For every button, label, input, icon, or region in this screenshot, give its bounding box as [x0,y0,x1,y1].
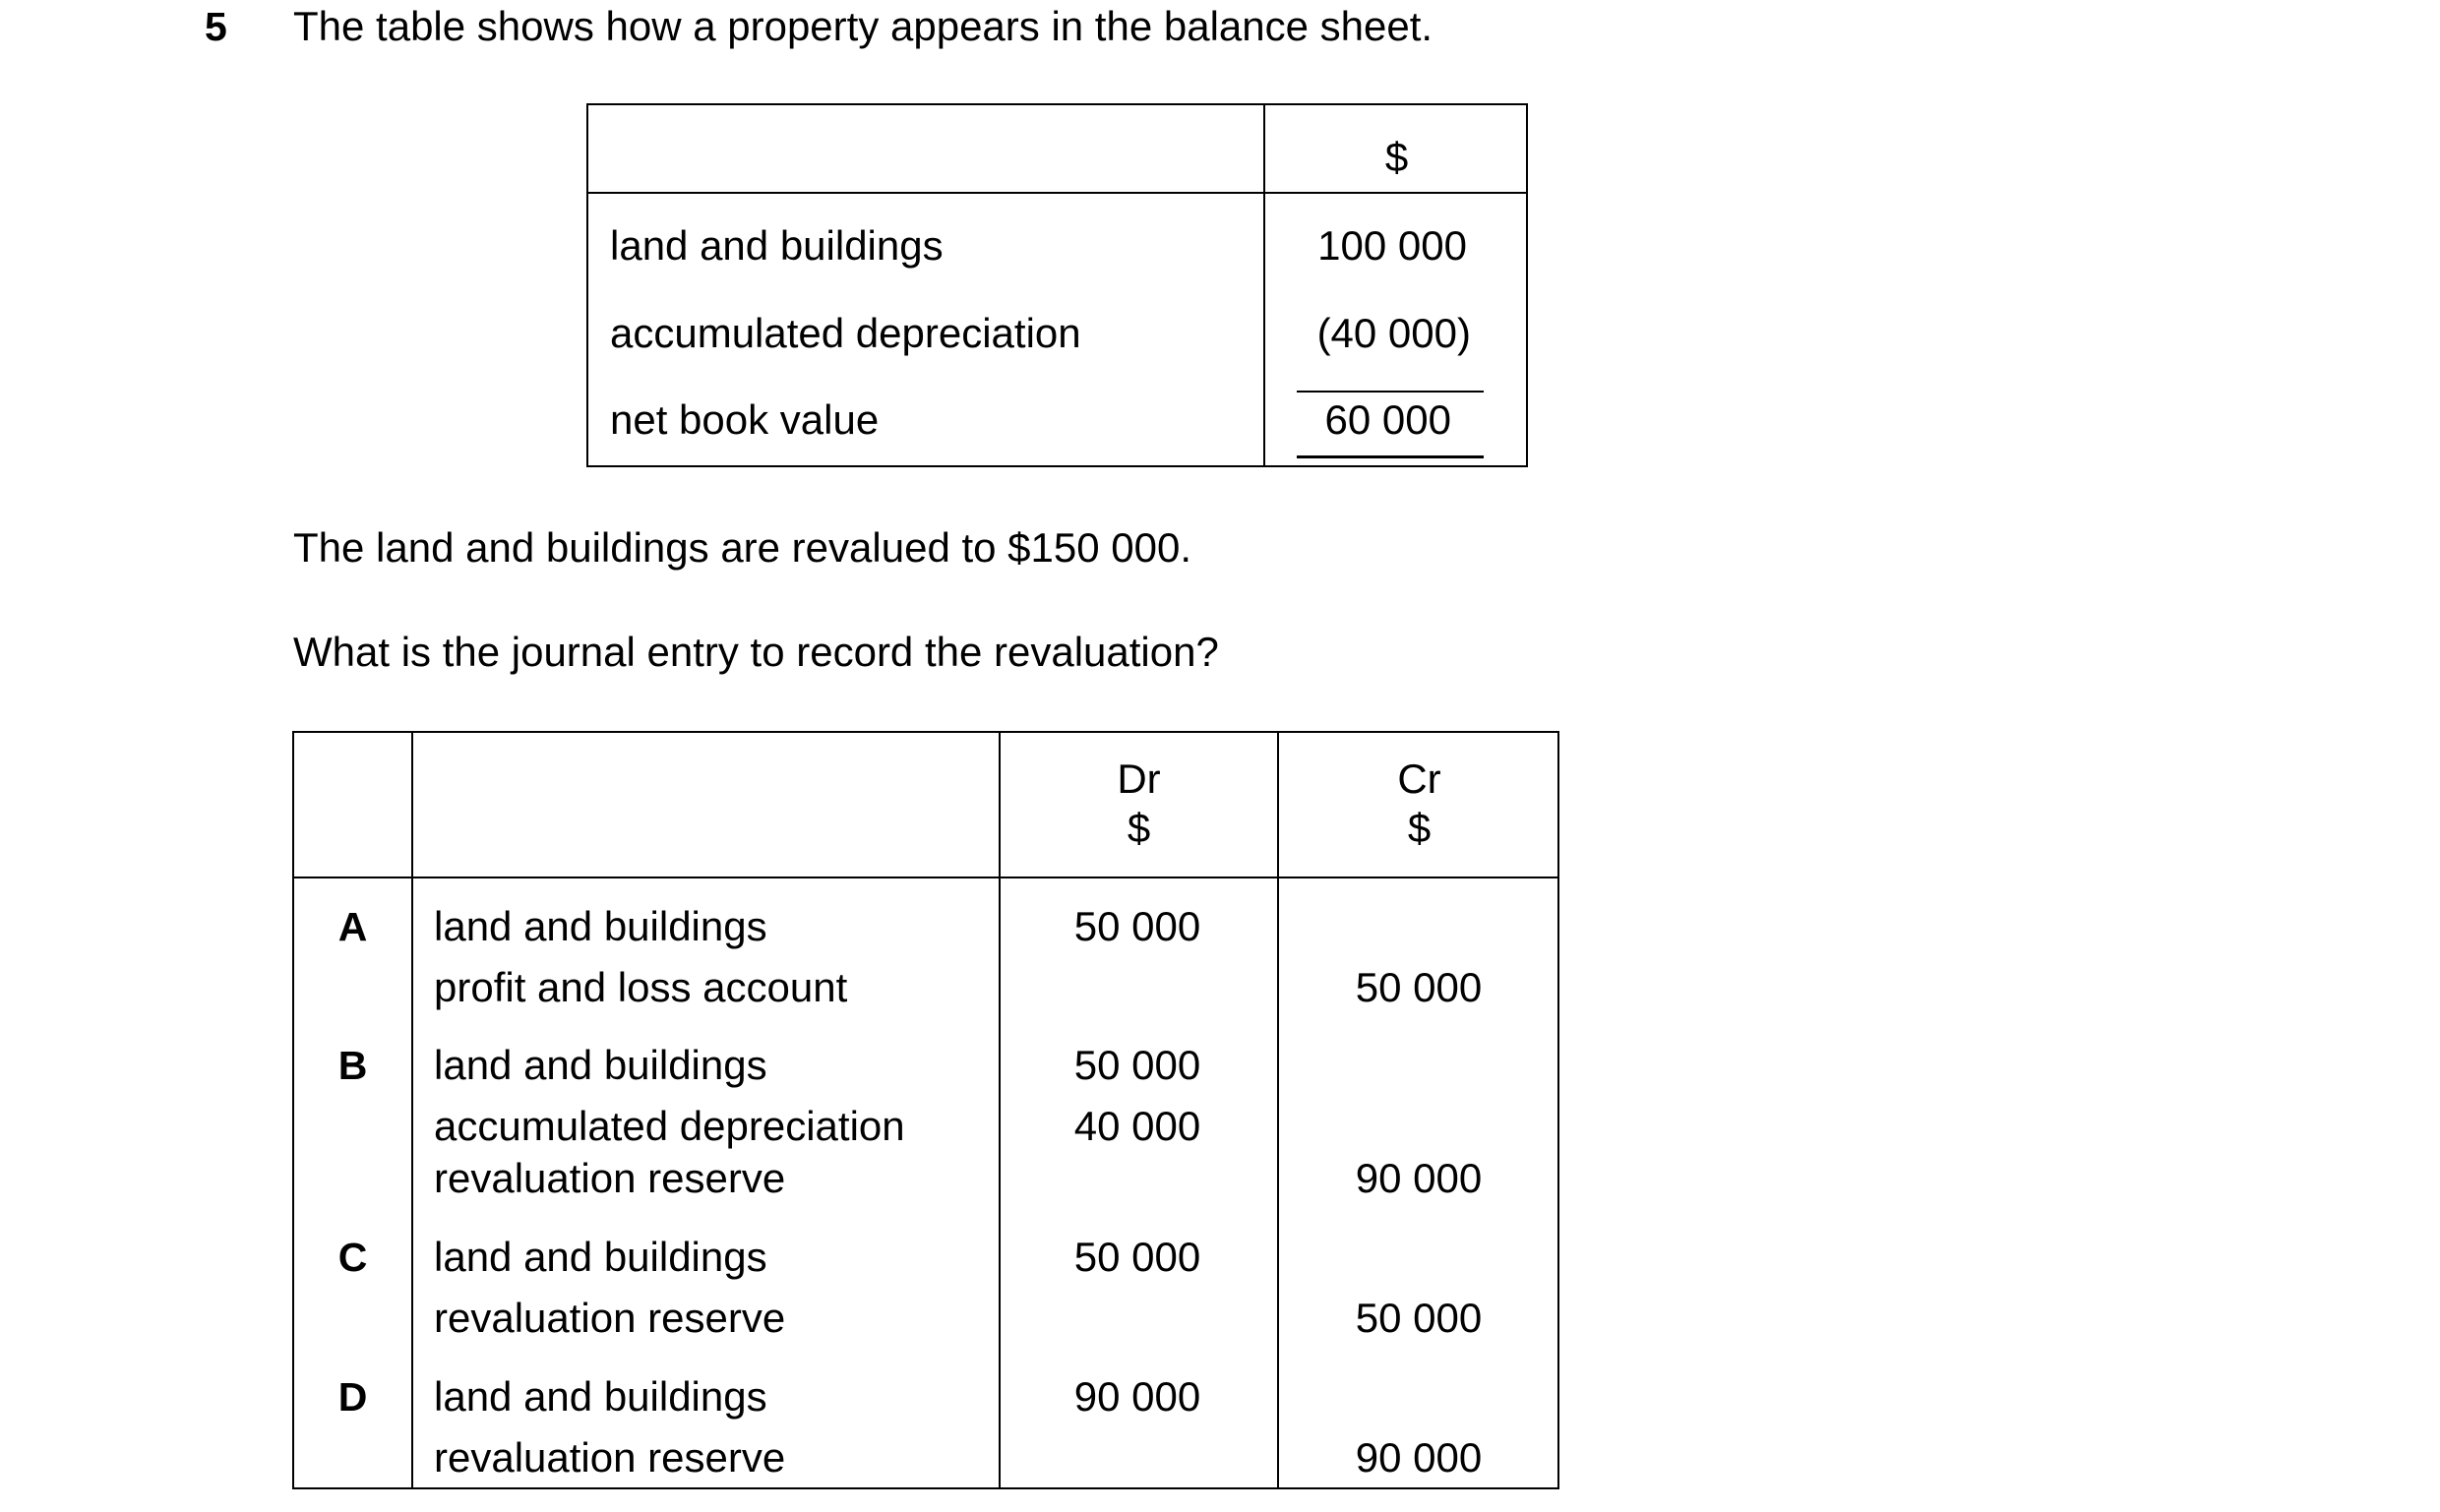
credit-header-label: Cr [1397,756,1441,802]
credit-amount: 50 000 [1355,1295,1483,1341]
option-letter-c[interactable]: C [337,1235,368,1280]
account-name: land and buildings [434,903,767,949]
currency-header: $ [1384,134,1409,180]
account-name: revaluation reserve [434,1155,786,1201]
option-letter-b[interactable]: B [337,1043,368,1088]
account-name: revaluation reserve [434,1434,786,1481]
debit-amount: 40 000 [1073,1103,1201,1149]
option-letter-a[interactable]: A [337,904,368,949]
revaluation-statement: The land and buildings are revalued to $150 000. [293,524,1192,571]
debit-amount: 50 000 [1073,903,1201,949]
account-name: revaluation reserve [434,1295,786,1341]
balance-sheet-table [586,103,1528,467]
row-label-net-book-value: net book value [610,396,880,443]
row-value-net-book-value: 60 000 [1324,396,1451,443]
table-divider [588,192,1526,194]
question-prompt: What is the journal entry to record the revaluation? [293,629,1219,675]
account-name: accumulated depreciation [434,1103,905,1149]
credit-column-header [1279,755,1559,853]
question-intro: The table shows how a property appears in the balance sheet. [293,3,1434,49]
credit-amount: 50 000 [1355,964,1483,1010]
account-name: land and buildings [434,1234,767,1280]
credit-amount: 90 000 [1355,1434,1483,1481]
account-name: land and buildings [434,1373,767,1420]
table-divider [411,733,413,1487]
option-letter-d[interactable]: D [337,1374,368,1420]
question-number: 5 [205,4,227,49]
debit-amount: 50 000 [1073,1234,1201,1280]
credit-header-currency: $ [1407,805,1432,851]
debit-amount: 50 000 [1073,1042,1201,1088]
account-name: profit and loss account [434,964,848,1010]
subtotal-rule [1297,391,1484,393]
row-label-land-and-buildings: land and buildings [610,222,944,269]
debit-header-currency: $ [1127,805,1151,851]
table-divider [294,877,1557,878]
account-name: land and buildings [434,1042,767,1088]
debit-header-label: Dr [1117,756,1161,802]
row-value-land-and-buildings: 100 000 [1317,222,1467,269]
credit-amount: 90 000 [1355,1155,1483,1201]
debit-amount: 90 000 [1073,1373,1201,1420]
row-value-accumulated-depreciation: (40 000) [1316,310,1471,356]
journal-options-table [292,731,1559,1489]
row-label-accumulated-depreciation: accumulated depreciation [610,310,1081,356]
debit-column-header [1001,755,1277,853]
total-rule [1297,455,1484,458]
